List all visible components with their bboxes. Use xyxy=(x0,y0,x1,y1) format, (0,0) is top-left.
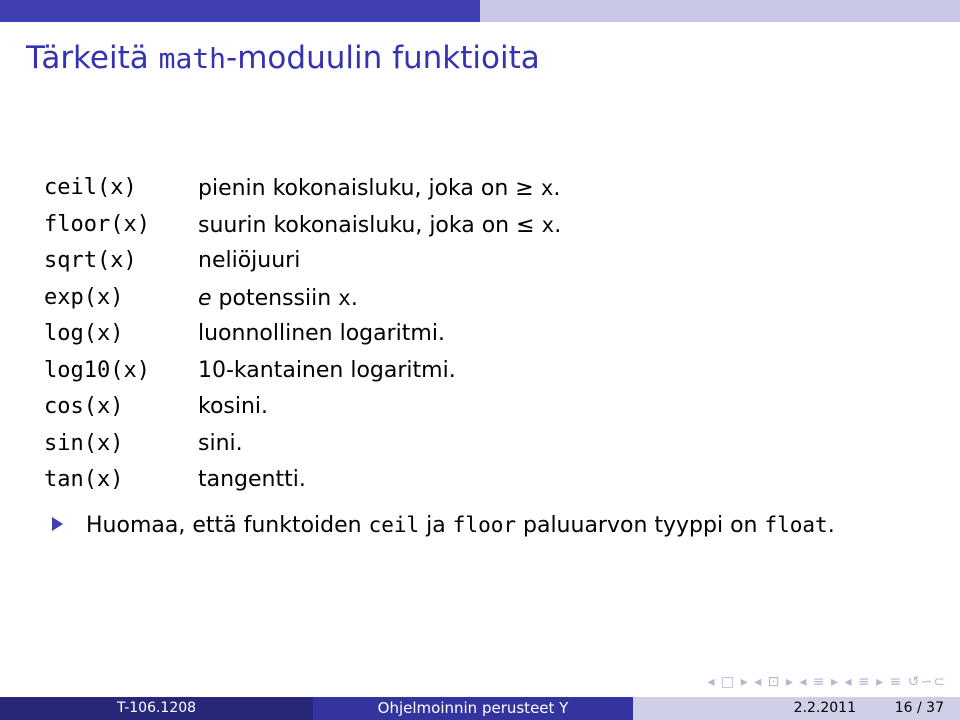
function-name: exp(x) xyxy=(44,284,124,310)
desc-code: x xyxy=(338,285,351,310)
note-code-floor: floor xyxy=(452,513,516,537)
desc-code: x xyxy=(540,176,554,200)
desc-text: suurin kokonaisluku, joka on ≤ xyxy=(198,212,542,238)
function-name: ceil(x) xyxy=(44,175,137,200)
note-text-2: ja xyxy=(419,513,453,538)
note-code-ceil: ceil xyxy=(368,513,420,537)
function-name: tan(x) xyxy=(44,467,124,492)
function-description xyxy=(198,428,243,460)
desc-text: neliöjuuri xyxy=(198,248,301,273)
title-prefix: Tärkeitä xyxy=(26,40,159,76)
top-progress-bar xyxy=(0,0,960,22)
function-name: floor(x) xyxy=(44,211,150,237)
footer xyxy=(0,697,960,720)
function-description xyxy=(198,282,358,315)
progress-bar-filled xyxy=(0,0,480,22)
title-suffix: -moduulin funktioita xyxy=(226,40,540,76)
desc-text: kosini. xyxy=(198,394,269,419)
function-description xyxy=(198,464,306,496)
function-description xyxy=(198,318,445,350)
desc-text-after: . xyxy=(554,212,562,238)
footer-course-name: Ohjelmoinnin perusteet Y xyxy=(313,697,633,720)
desc-text: potenssiin xyxy=(211,285,339,311)
note-bullet xyxy=(52,508,835,543)
desc-italic: e xyxy=(198,285,212,311)
nav-section-icon[interactable]: ◂ ≡ ▸ xyxy=(799,674,840,690)
function-name: sqrt(x) xyxy=(44,248,137,273)
note-text-1: Huomaa, että funktoiden xyxy=(86,513,369,538)
desc-text-after: . xyxy=(553,176,561,201)
bullet-triangle-icon xyxy=(52,517,63,531)
function-description xyxy=(198,391,268,423)
desc-text: sini. xyxy=(198,430,243,456)
function-description xyxy=(198,172,560,205)
nav-prev-frame-icon[interactable]: ◂ □ ▸ xyxy=(707,674,749,690)
nav-subsection-icon[interactable]: ◂ ⊡ ▸ xyxy=(754,674,794,690)
footer-info xyxy=(633,697,960,720)
function-description xyxy=(198,209,561,242)
function-description xyxy=(198,245,300,277)
title-code: math xyxy=(158,42,227,75)
note-code-float: float xyxy=(764,513,828,537)
function-name: sin(x) xyxy=(44,430,124,456)
function-name: log(x) xyxy=(44,321,124,346)
function-name: log10(x) xyxy=(44,357,150,383)
nav-part-icon[interactable]: ◂ ≡ ▸ xyxy=(844,674,885,690)
nav-menu-icon[interactable]: ≡ xyxy=(889,674,903,690)
progress-bar-empty xyxy=(480,0,960,22)
desc-text: pienin kokonaisluku, joka on ≥ xyxy=(198,176,541,201)
desc-code: x xyxy=(541,212,555,237)
beamer-navigation[interactable] xyxy=(708,674,946,690)
function-description xyxy=(198,355,456,387)
note-text-4: . xyxy=(827,513,835,538)
slide-title xyxy=(26,40,540,76)
desc-text: luonnollinen logaritmi. xyxy=(198,321,445,346)
nav-search-icon[interactable]: ↺∽⊂ xyxy=(907,674,946,690)
footer-page-number: 16 / 37 xyxy=(894,700,944,716)
footer-date: 2.2.2011 xyxy=(793,700,856,716)
desc-text-after: . xyxy=(350,285,358,311)
desc-text: 10-kantainen logaritmi. xyxy=(198,357,456,383)
desc-text: tangentti. xyxy=(198,467,306,492)
note-text-3: paluuarvon tyyppi on xyxy=(516,513,765,538)
footer-course-code: T-106.1208 xyxy=(0,697,313,720)
function-name: cos(x) xyxy=(44,394,124,419)
